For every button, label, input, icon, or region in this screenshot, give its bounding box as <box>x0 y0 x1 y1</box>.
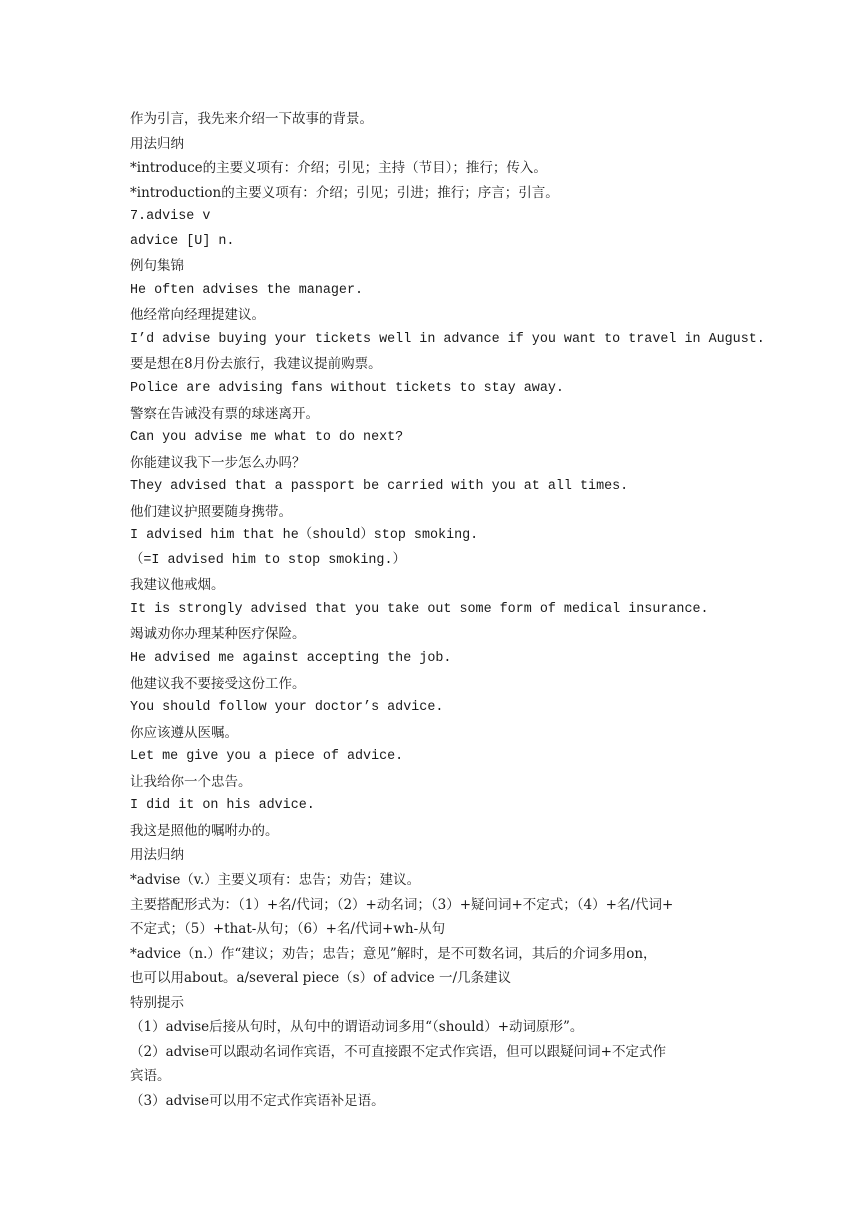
text-line: 宾语。 <box>130 1068 171 1085</box>
text-line: 特别提示 <box>130 994 184 1011</box>
text-line: （1）advise后接从句时，从句中的谓语动词多用“（should）+动词原形”。 <box>130 1019 584 1036</box>
text-line: *advise（v.）主要义项有：忠告；劝告；建议。 <box>130 871 421 888</box>
text-line: 例句集锦 <box>130 258 184 275</box>
text-line: 竭诚劝你办理某种医疗保险。 <box>130 626 306 643</box>
text-line: *introduce的主要义项有：介绍；引见；主持（节目）；推行；传入。 <box>130 160 547 177</box>
text-line: I did it on his advice. <box>130 798 315 814</box>
text-line: 让我给你一个忠告。 <box>130 773 252 790</box>
text-line: 你能建议我下一步怎么办吗？ <box>130 454 306 471</box>
text-line: 用法归纳 <box>130 847 184 864</box>
text-line: You should follow your doctor’s advice. <box>130 700 444 716</box>
text-line: They advised that a passport be carried with you at all times. <box>130 479 629 495</box>
text-line: 你应该遵从医嘱。 <box>130 724 238 741</box>
text-line: 警察在告诫没有票的球迷离开。 <box>130 405 319 422</box>
text-line: 他们建议护照要随身携带。 <box>130 503 292 520</box>
text-line: 7.advise v <box>130 209 211 225</box>
text-line: Police are advising fans without tickets to stay away. <box>130 381 564 397</box>
text-line: He advised me against accepting the job. <box>130 651 452 667</box>
text-line: advice [U] n. <box>130 233 235 249</box>
text-line: I’d advise buying your tickets well in advance if you want to travel in August. <box>130 331 765 347</box>
text-line: Can you advise me what to do next? <box>130 430 404 446</box>
text-line: 用法归纳 <box>130 135 184 152</box>
text-line: *introduction的主要义项有：介绍；引见；引进；推行；序言；引言。 <box>130 184 559 201</box>
text-line: （3）advise可以用不定式作宾语补足语。 <box>130 1092 385 1109</box>
text-line: 要是想在8月份去旅行，我建议提前购票。 <box>130 356 382 373</box>
text-line: It is strongly advised that you take out some form of medical insurance. <box>130 601 709 617</box>
document-page <box>130 107 765 1113</box>
text-line: 主要搭配形式为：（1）+名/代词；（2）+动名词；（3）+疑问词+不定式；（4）+名/代词+ <box>130 896 674 913</box>
text-line: 也可以用about。a/several piece（s）of advice 一/几条建议 <box>130 970 512 987</box>
text-line: *advice（n.）作“建议；劝告；忠告；意见”解时，是不可数名词，其后的介词多用on， <box>130 945 657 962</box>
text-line: 我这是照他的嘱咐办的。 <box>130 822 279 839</box>
text-line: I advised him that he（should）stop smoking. <box>130 528 479 544</box>
text-line: 不定式；（5）+that-从句；（6）+名/代词+wh-从句 <box>130 921 446 938</box>
text-line: He often advises the manager. <box>130 282 364 298</box>
text-line: 他经常向经理提建议。 <box>130 307 265 324</box>
text-line: （=I advised him to stop smoking.） <box>130 552 406 568</box>
text-line: 我建议他戒烟。 <box>130 577 225 594</box>
text-line: Let me give you a piece of advice. <box>130 749 404 765</box>
text-line: （2）advise可以跟动名词作宾语，不可直接跟不定式作宾语，但可以跟疑问词+不定式作 <box>130 1043 666 1060</box>
text-line: 作为引言，我先来介绍一下故事的背景。 <box>130 111 373 127</box>
text-line: 他建议我不要接受这份工作。 <box>130 675 306 692</box>
